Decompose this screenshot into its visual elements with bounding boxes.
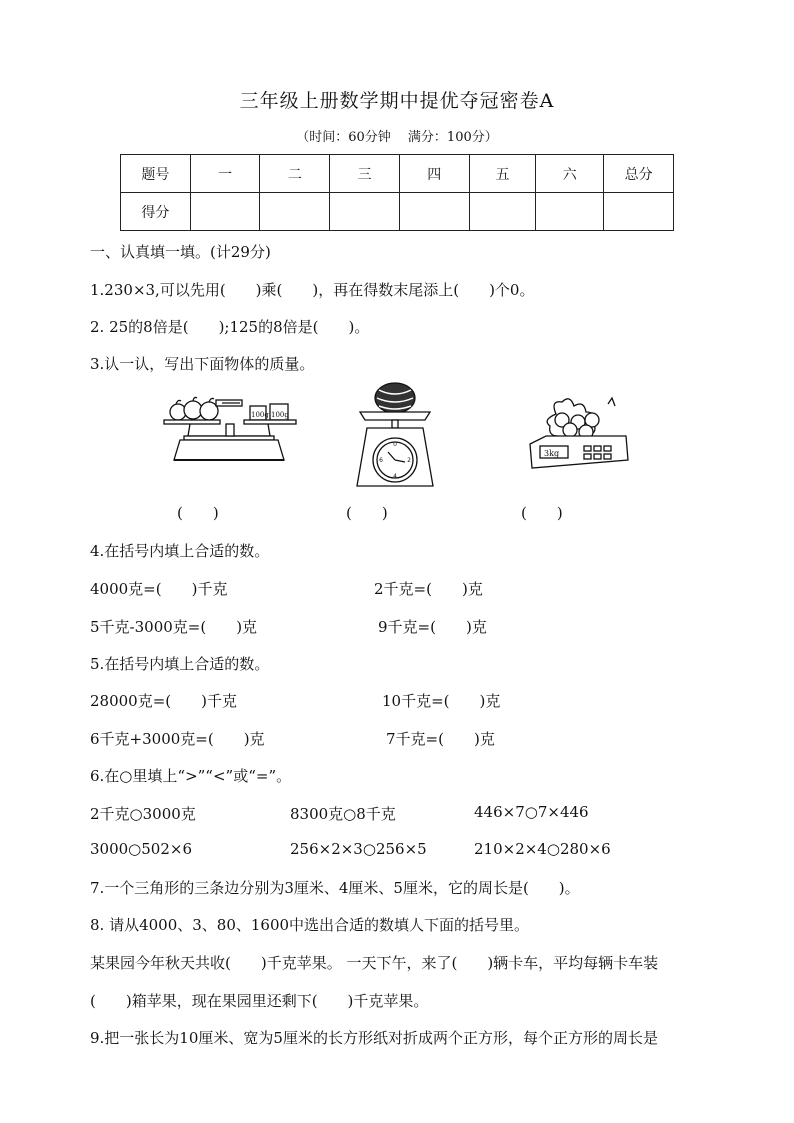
balance-scale-icon [160,390,300,468]
table-cell: 六 [536,155,604,193]
score-input-cell[interactable] [536,193,604,231]
question-7: 7.一个三角形的三条边分别为3厘米、4厘米、5厘米，它的周长是( )。 [90,879,580,897]
question-6-item: 210×2×4○280×6 [474,840,611,858]
question-5-item: 10千克=( )克 [382,692,501,710]
score-table-header-row [121,155,674,193]
digital-scale-icon [526,396,632,472]
question-5-item: 6千克+3000克=( )克 [90,730,265,748]
question-4-item: 9千克=( )克 [378,618,487,636]
score-input-cell[interactable] [469,193,536,231]
question-6-item: 256×2×3○256×5 [290,840,427,858]
question-8-line: ( )箱苹果，现在果园里还剩下( )千克苹果。 [90,992,429,1010]
svg-text:0: 0 [393,441,397,448]
question-8: 8. 请从4000、3、80、1600中选出合适的数填人下面的括号里。 [90,916,530,934]
table-cell: 一 [190,155,260,193]
question-5-item: 7千克=( )克 [386,730,495,748]
score-table-score-row [121,193,674,231]
table-cell: 五 [469,155,536,193]
table-cell: 二 [260,155,330,193]
table-cell: 题号 [121,155,191,193]
score-input-cell[interactable] [330,193,400,231]
question-6: 6.在○里填上“>”“<”或“=”。 [90,767,292,785]
table-cell: 得分 [121,193,191,231]
score-input-cell[interactable] [190,193,260,231]
question-6-item: 3000○502×6 [90,840,193,858]
question-5: 5.在括号内填上合适的数。 [90,655,270,673]
weight-label: 100g [251,411,269,419]
table-cell: 总分 [604,155,674,193]
weight-label: 100g [271,411,289,419]
question-4-item: 2千克=( )克 [374,580,483,598]
answer-blank[interactable]: ( ) [177,504,219,522]
svg-text:6: 6 [379,457,383,464]
page-title: 三年级上册数学期中提优夺冠密卷A [239,90,555,112]
question-4-item: 4000克=( )千克 [90,580,228,598]
question-3: 3.认一认，写出下面物体的质量。 [90,355,315,373]
answer-blank[interactable]: ( ) [521,504,563,522]
exam-info: （时间：60分钟 满分：100分） [296,130,498,145]
question-9: 9.把一张长为10厘米、宽为5厘米的长方形纸对折成两个正方形，每个正方形的周长是 [90,1029,658,1047]
question-1: 1.230×3,可以先用( )乘( )，再在得数末尾添上( )个0。 [90,281,535,299]
dial-scale-icon [355,378,435,490]
question-8-line: 某果园今年秋天共收( )千克苹果。 一天下午，来了( )辆卡车，平均每辆卡车装 [90,954,659,972]
question-6-item: 8300克○8千克 [290,805,396,823]
question-4: 4.在括号内填上合适的数。 [90,542,270,560]
score-input-cell[interactable] [260,193,330,231]
question-4-item: 5千克-3000克=( )克 [90,618,258,636]
section-heading: 一、认真填一填。(计29分) [90,243,271,261]
table-cell: 四 [399,155,469,193]
svg-text:2: 2 [407,457,411,464]
scale-display: 3kg [544,449,560,458]
score-input-cell[interactable] [399,193,469,231]
score-input-cell[interactable] [604,193,674,231]
answer-blank[interactable]: ( ) [346,504,388,522]
table-cell: 三 [330,155,400,193]
svg-text:4: 4 [393,473,397,480]
question-5-item: 28000克=( )千克 [90,692,237,710]
question-6-item: 2千克○3000克 [90,805,196,823]
question-2: 2. 25的8倍是( );125的8倍是( )。 [90,318,370,336]
question-6-item: 446×7○7×446 [474,803,589,821]
score-table [120,154,674,231]
